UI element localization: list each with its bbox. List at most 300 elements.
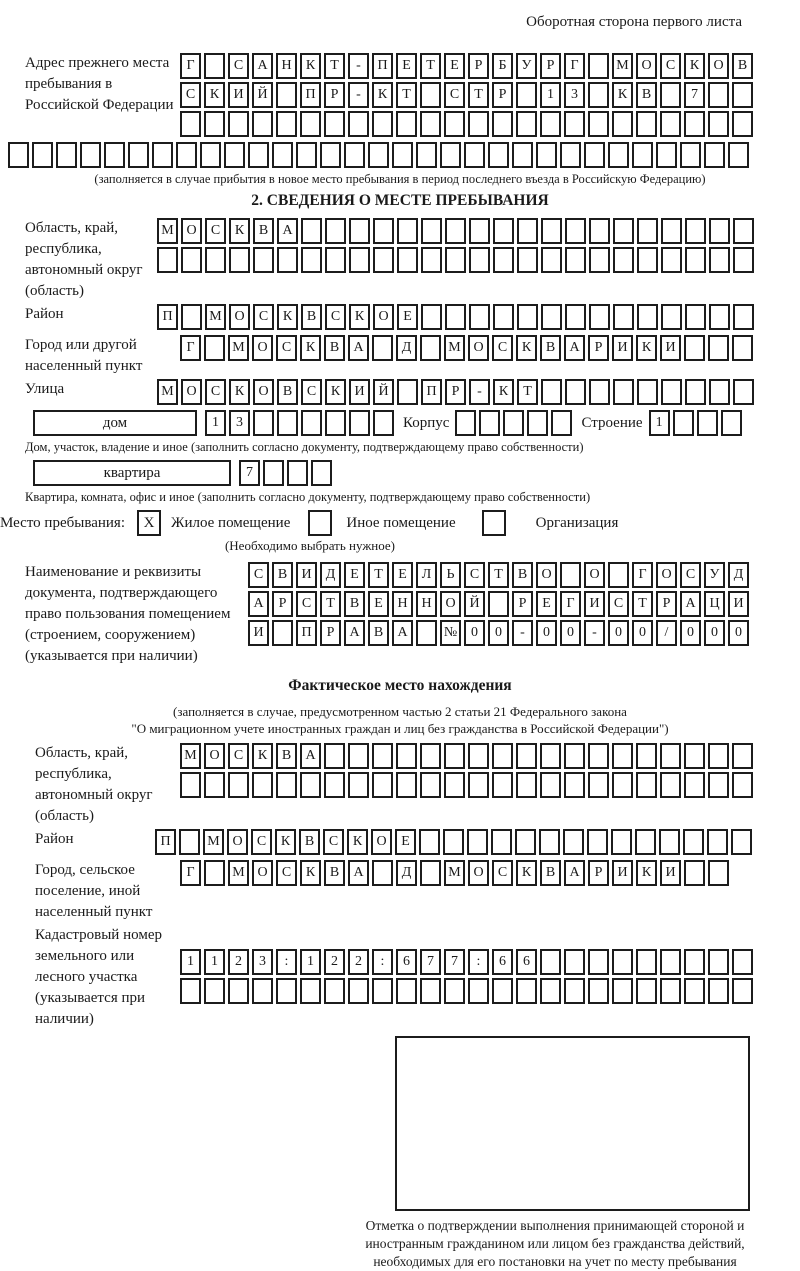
char-box: В	[512, 562, 533, 588]
house-caption: Дом, участок, владение и иное (заполнить согласно документу, подтверждающему право собственности)	[25, 440, 584, 454]
char-box: Й	[373, 379, 394, 405]
char-box	[697, 410, 718, 436]
char-box	[613, 218, 634, 244]
char-box	[181, 247, 202, 273]
char-box: А	[300, 743, 321, 769]
char-box	[731, 829, 752, 855]
char-box: Т	[517, 379, 538, 405]
char-box	[588, 111, 609, 137]
char-box	[564, 772, 585, 798]
char-box	[684, 860, 705, 886]
char-box	[588, 949, 609, 975]
char-box	[287, 460, 308, 486]
char-box	[709, 379, 730, 405]
char-box	[349, 247, 370, 273]
char-box: 1	[204, 949, 225, 975]
char-box	[443, 829, 464, 855]
char-box: С	[251, 829, 272, 855]
char-box: К	[252, 743, 273, 769]
char-box	[348, 978, 369, 1004]
korpus-label: Корпус	[403, 414, 450, 431]
char-box: О	[636, 53, 657, 79]
char-box: И	[660, 860, 681, 886]
char-box	[301, 410, 322, 436]
char-box: К	[684, 53, 705, 79]
char-box: А	[680, 591, 701, 617]
char-box: Т	[324, 53, 345, 79]
char-box	[419, 829, 440, 855]
char-box: К	[349, 304, 370, 330]
char-box: С	[205, 379, 226, 405]
char-box	[228, 111, 249, 137]
char-box: 7	[420, 949, 441, 975]
char-box: 3	[229, 410, 250, 436]
char-box	[565, 304, 586, 330]
char-box	[503, 410, 524, 436]
char-box: И	[349, 379, 370, 405]
cadastral-row-2	[180, 978, 756, 1004]
char-box	[204, 53, 225, 79]
char-box: Е	[395, 829, 416, 855]
char-box	[565, 379, 586, 405]
char-box	[683, 829, 704, 855]
char-box	[708, 82, 729, 108]
document-row-2	[248, 591, 752, 617]
char-box: О	[468, 335, 489, 361]
char-box	[685, 379, 706, 405]
region-label: Область, край, республика, автономный округ (область)	[25, 220, 143, 299]
char-box	[204, 111, 225, 137]
char-box	[516, 743, 537, 769]
char-box: С	[492, 860, 513, 886]
char-box: М	[205, 304, 226, 330]
field-actual-region	[35, 743, 800, 827]
char-box	[348, 772, 369, 798]
char-box	[684, 978, 705, 1004]
char-box	[276, 978, 297, 1004]
char-box: Й	[252, 82, 273, 108]
stamp-caption: Отметка о подтверждении выполнения принимающей стороной и иностранным гражданином или лицом без гражданства действий, необходимых для его постановки на учет по месту пребывания	[365, 1218, 745, 1269]
char-box	[301, 218, 322, 244]
char-box	[344, 142, 365, 168]
char-box	[444, 978, 465, 1004]
char-box	[589, 218, 610, 244]
char-box	[253, 247, 274, 273]
char-box	[637, 218, 658, 244]
char-box: -	[469, 379, 490, 405]
char-box: Д	[396, 860, 417, 886]
house-widebox: дом	[33, 410, 197, 436]
char-box: К	[300, 53, 321, 79]
char-box	[469, 218, 490, 244]
char-box	[733, 304, 754, 330]
document-label: Наименование и реквизиты документа, подтверждающего право пользования помещением (строением, сооружением) (указывается при наличии)	[25, 564, 231, 664]
char-box	[320, 142, 341, 168]
char-box: О	[229, 304, 250, 330]
char-box: Н	[392, 591, 413, 617]
char-box	[479, 410, 500, 436]
char-box	[560, 142, 581, 168]
char-box: А	[348, 335, 369, 361]
char-box: С	[608, 591, 629, 617]
char-box	[708, 111, 729, 137]
char-box	[179, 829, 200, 855]
char-box	[445, 218, 466, 244]
char-box: И	[584, 591, 605, 617]
actual-city-label: Город, сельское поселение, иной населенный пункт	[35, 862, 153, 920]
previous-address-rows	[180, 53, 756, 140]
char-box: С	[323, 829, 344, 855]
district-row	[157, 304, 757, 330]
char-box	[636, 772, 657, 798]
char-box: С	[492, 335, 513, 361]
char-box	[540, 743, 561, 769]
char-box	[636, 949, 657, 975]
char-box	[420, 743, 441, 769]
char-box	[311, 460, 332, 486]
char-box	[325, 247, 346, 273]
char-box: Е	[444, 53, 465, 79]
char-box	[541, 379, 562, 405]
char-box	[493, 304, 514, 330]
char-box: В	[368, 620, 389, 646]
char-box	[416, 142, 437, 168]
char-box: Н	[416, 591, 437, 617]
actual-region-label: Область, край, республика, автономный округ (область)	[35, 745, 153, 824]
actual-region-row-2	[180, 772, 756, 798]
char-box	[564, 949, 585, 975]
char-box: Д	[396, 335, 417, 361]
char-box: Г	[180, 53, 201, 79]
char-box	[516, 111, 537, 137]
char-box	[300, 978, 321, 1004]
char-box	[656, 142, 677, 168]
char-box	[708, 743, 729, 769]
char-box: И	[296, 562, 317, 588]
char-box	[673, 410, 694, 436]
actual-district-row	[155, 829, 755, 855]
char-box	[721, 410, 742, 436]
char-box	[611, 829, 632, 855]
field-document	[25, 562, 800, 667]
char-box	[613, 304, 634, 330]
char-box	[181, 304, 202, 330]
char-box	[445, 304, 466, 330]
char-box	[263, 460, 284, 486]
char-box: Ь	[440, 562, 461, 588]
char-box	[660, 978, 681, 1004]
cadastral-label: Кадастровый номер земельного или лесного участка (указывается при наличии)	[35, 927, 162, 1027]
char-box: К	[516, 335, 537, 361]
char-box: -	[584, 620, 605, 646]
char-box	[444, 772, 465, 798]
char-box: Д	[728, 562, 749, 588]
char-box: Т	[632, 591, 653, 617]
char-box	[684, 949, 705, 975]
char-box	[613, 379, 634, 405]
char-box: С	[228, 53, 249, 79]
char-box: Т	[320, 591, 341, 617]
char-box	[368, 142, 389, 168]
char-box	[632, 142, 653, 168]
char-box	[253, 410, 274, 436]
char-box	[277, 410, 298, 436]
char-box: Р	[588, 335, 609, 361]
char-box: 6	[516, 949, 537, 975]
char-box: П	[296, 620, 317, 646]
char-box	[248, 142, 269, 168]
char-box	[732, 82, 753, 108]
char-box: В	[324, 335, 345, 361]
char-box: 0	[536, 620, 557, 646]
char-box	[200, 142, 221, 168]
char-box: Р	[540, 53, 561, 79]
stamp-box	[395, 1036, 750, 1211]
char-box	[588, 743, 609, 769]
char-box	[469, 247, 490, 273]
char-box: К	[347, 829, 368, 855]
char-box	[612, 949, 633, 975]
char-box	[440, 142, 461, 168]
char-box	[685, 247, 706, 273]
previous-address-label: Адрес прежнего места пребывания в Российской Федерации	[25, 55, 174, 113]
char-box: 0	[488, 620, 509, 646]
char-box	[661, 379, 682, 405]
field-actual-district	[35, 829, 800, 858]
char-box	[684, 772, 705, 798]
checkbox-residential: X	[137, 510, 161, 536]
field-region	[25, 218, 800, 302]
char-box: М	[444, 335, 465, 361]
char-box	[325, 410, 346, 436]
char-box	[324, 772, 345, 798]
char-box	[392, 142, 413, 168]
char-box: Р	[468, 53, 489, 79]
char-box	[157, 247, 178, 273]
char-box: Р	[320, 620, 341, 646]
char-box: М	[203, 829, 224, 855]
char-box	[420, 335, 441, 361]
char-box	[420, 111, 441, 137]
char-box: :	[372, 949, 393, 975]
char-box: К	[275, 829, 296, 855]
char-box: К	[636, 335, 657, 361]
char-box: Г	[180, 335, 201, 361]
char-box: -	[348, 82, 369, 108]
previous-address-row-4	[8, 142, 800, 168]
apartment-number-row	[239, 460, 335, 486]
char-box: Б	[492, 53, 513, 79]
char-box	[276, 772, 297, 798]
checkbox-organization	[482, 510, 506, 536]
char-box: К	[277, 304, 298, 330]
char-box: 2	[324, 949, 345, 975]
char-box: Е	[536, 591, 557, 617]
char-box: П	[372, 53, 393, 79]
char-box	[636, 111, 657, 137]
actual-region-row-1	[180, 743, 756, 769]
char-box	[587, 829, 608, 855]
char-box	[348, 111, 369, 137]
char-box	[464, 142, 485, 168]
char-box	[659, 829, 680, 855]
char-box: А	[564, 860, 585, 886]
char-box	[128, 142, 149, 168]
char-box	[204, 335, 225, 361]
char-box	[277, 247, 298, 273]
char-box	[588, 53, 609, 79]
char-box: Т	[488, 562, 509, 588]
char-box	[551, 410, 572, 436]
char-box	[709, 218, 730, 244]
char-box: И	[660, 335, 681, 361]
char-box: 1	[205, 410, 226, 436]
char-box	[324, 978, 345, 1004]
char-box	[684, 335, 705, 361]
char-box: М	[180, 743, 201, 769]
char-box	[468, 743, 489, 769]
char-box	[228, 978, 249, 1004]
char-box	[180, 772, 201, 798]
char-box: Г	[180, 860, 201, 886]
char-box	[468, 978, 489, 1004]
char-box	[372, 978, 393, 1004]
region-row-1	[157, 218, 757, 244]
stroenie-label: Строение	[581, 414, 643, 431]
cadastral-row-1	[180, 949, 756, 975]
char-box: 0	[560, 620, 581, 646]
char-box: У	[704, 562, 725, 588]
apartment-strip	[33, 460, 800, 486]
char-box: О	[252, 335, 273, 361]
char-box	[733, 218, 754, 244]
char-box: А	[348, 860, 369, 886]
char-box	[661, 218, 682, 244]
char-box: Р	[445, 379, 466, 405]
char-box: О	[656, 562, 677, 588]
char-box: К	[516, 860, 537, 886]
char-box	[445, 247, 466, 273]
char-box	[684, 111, 705, 137]
char-box: 7	[239, 460, 260, 486]
char-box	[488, 591, 509, 617]
char-box	[397, 218, 418, 244]
field-previous-address	[25, 53, 800, 140]
char-box: Р	[492, 82, 513, 108]
char-box	[180, 111, 201, 137]
char-box: Т	[420, 53, 441, 79]
char-box: -	[512, 620, 533, 646]
char-box	[660, 772, 681, 798]
char-box	[660, 111, 681, 137]
char-box: О	[204, 743, 225, 769]
char-box	[584, 142, 605, 168]
char-box	[224, 142, 245, 168]
street-label: Улица	[25, 381, 65, 397]
char-box	[416, 620, 437, 646]
field-city	[25, 335, 800, 377]
char-box	[608, 142, 629, 168]
char-box: О	[440, 591, 461, 617]
char-box: С	[464, 562, 485, 588]
char-box	[56, 142, 77, 168]
char-box: И	[728, 591, 749, 617]
char-box	[708, 860, 729, 886]
actual-district-label: Район	[35, 831, 74, 847]
char-box: О	[252, 860, 273, 886]
char-box: С	[444, 82, 465, 108]
char-box: А	[564, 335, 585, 361]
char-box: Г	[632, 562, 653, 588]
char-box: К	[229, 218, 250, 244]
char-box	[540, 949, 561, 975]
char-box: 1	[180, 949, 201, 975]
char-box: 3	[564, 82, 585, 108]
char-box	[467, 829, 488, 855]
char-box: В	[277, 379, 298, 405]
char-box	[468, 772, 489, 798]
char-box	[444, 743, 465, 769]
char-box	[492, 978, 513, 1004]
char-box	[728, 142, 749, 168]
previous-address-row-2	[180, 82, 756, 108]
char-box	[397, 379, 418, 405]
house-strip	[33, 410, 800, 436]
char-box	[588, 978, 609, 1004]
char-box: В	[636, 82, 657, 108]
korpus-row	[455, 410, 575, 436]
char-box: О	[584, 562, 605, 588]
char-box: А	[248, 591, 269, 617]
char-box: П	[421, 379, 442, 405]
char-box	[300, 772, 321, 798]
char-box	[204, 978, 225, 1004]
char-box	[709, 304, 730, 330]
char-box: К	[300, 335, 321, 361]
actual-location-intro-line2: "О миграционном учете иностранных граждан и лиц без гражданства в Российской Федерации")	[131, 721, 669, 736]
char-box	[421, 218, 442, 244]
char-box: Ц	[704, 591, 725, 617]
char-box: О	[708, 53, 729, 79]
char-box	[228, 772, 249, 798]
char-box	[516, 772, 537, 798]
char-box: 6	[396, 949, 417, 975]
char-box: С	[325, 304, 346, 330]
char-box	[708, 949, 729, 975]
char-box: Р	[512, 591, 533, 617]
char-box: Н	[276, 53, 297, 79]
char-box	[661, 304, 682, 330]
char-box: -	[348, 53, 369, 79]
char-box	[301, 247, 322, 273]
char-box	[455, 410, 476, 436]
char-box: К	[612, 82, 633, 108]
street-row	[157, 379, 757, 405]
char-box: 0	[608, 620, 629, 646]
char-box	[540, 111, 561, 137]
char-box: К	[493, 379, 514, 405]
char-box	[709, 247, 730, 273]
char-box: В	[253, 218, 274, 244]
char-box	[176, 142, 197, 168]
char-box: 3	[252, 949, 273, 975]
char-box	[660, 949, 681, 975]
char-box	[564, 111, 585, 137]
char-box	[685, 218, 706, 244]
char-box: 2	[228, 949, 249, 975]
char-box: В	[301, 304, 322, 330]
char-box	[348, 743, 369, 769]
